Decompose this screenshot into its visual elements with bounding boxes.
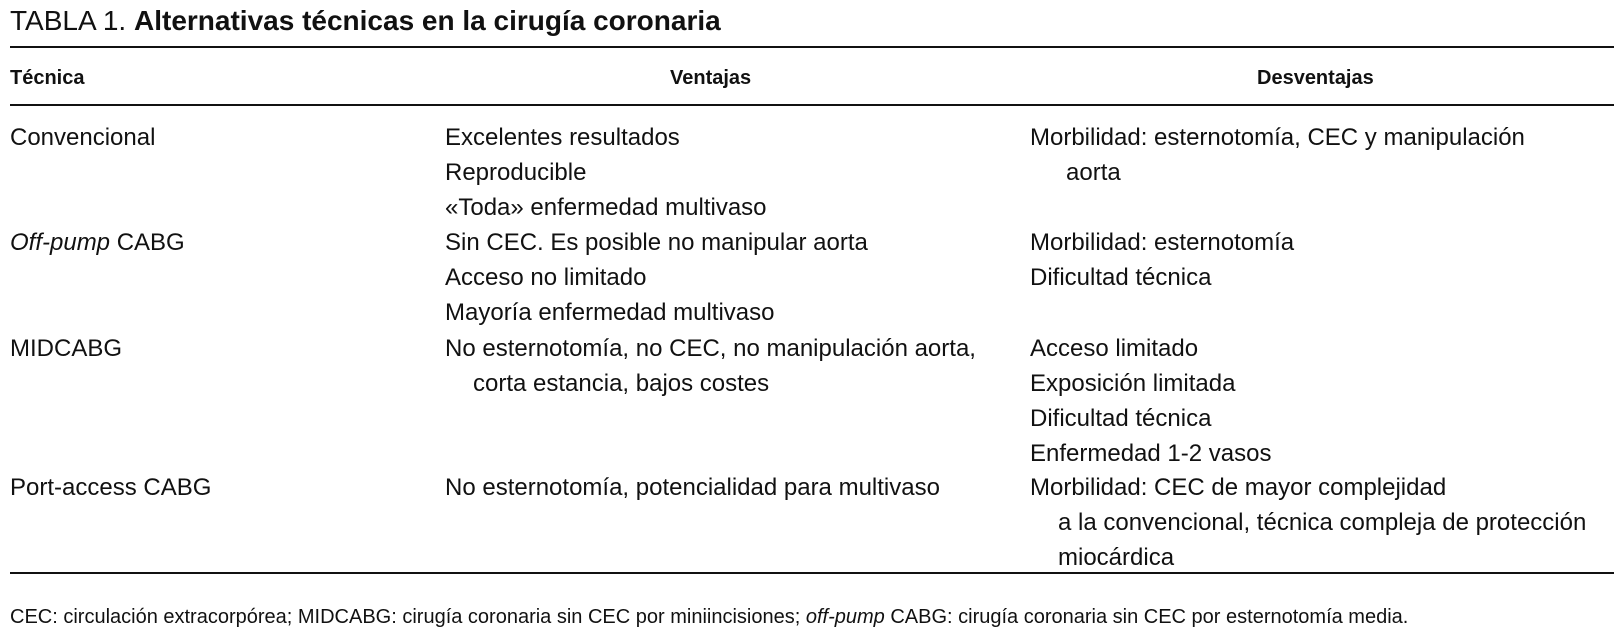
advantage-item: «Toda» enfermedad multivaso (445, 194, 767, 221)
advantage-item: Mayoría enfermedad multivaso (445, 299, 775, 326)
table-title (10, 4, 721, 38)
disadvantage-item: a la convencional, técnica compleja de protección (1058, 509, 1587, 536)
row-4-disadvantages (1030, 470, 1586, 575)
row-2-technique-italic: Off-pump (10, 229, 111, 256)
disadvantage-item: aorta (1066, 159, 1121, 186)
table-footnote (10, 605, 1408, 629)
disadvantage-item: Dificultad técnica (1030, 264, 1212, 291)
row-1-technique-text: Convencional (10, 124, 156, 151)
table-caption: Alternativas técnicas en la cirugía coronaria (134, 5, 721, 36)
header-advantages: Ventajas (670, 67, 752, 89)
disadvantage-item: miocárdica (1058, 544, 1175, 571)
row-3-technique (10, 331, 122, 366)
row-2-advantages (445, 225, 868, 330)
row-3-technique-text: MIDCABG (10, 335, 123, 362)
row-1-technique (10, 120, 155, 155)
header-technique: Técnica (10, 67, 85, 89)
footnote-part-1: CEC: circulación extracorpórea; MIDCABG: cirugía coronaria sin CEC por miniincisiones; (10, 606, 806, 628)
disadvantage-item: Exposición limitada (1030, 370, 1236, 397)
row-3-advantages (445, 331, 976, 401)
row-2-disadvantages (1030, 225, 1294, 295)
footnote-italic: off-pump (805, 606, 885, 628)
bottom-rule (10, 572, 1614, 574)
disadvantage-item: Morbilidad: CEC de mayor complejidad (1030, 474, 1447, 501)
table-label: TABLA 1. (10, 5, 127, 36)
header-disadvantages: Desventajas (1257, 67, 1374, 89)
disadvantage-item: Dificultad técnica (1030, 405, 1212, 432)
row-2-technique (10, 225, 185, 260)
disadvantage-item: Acceso limitado (1030, 335, 1199, 362)
advantage-item: Excelentes resultados (445, 124, 680, 151)
disadvantage-item: Morbilidad: esternotomía (1030, 229, 1295, 256)
row-3-disadvantages (1030, 331, 1271, 471)
advantage-item: corta estancia, bajos costes (473, 370, 770, 397)
footnote-part-2: CABG: cirugía coronaria sin CEC por esternotomía media. (884, 606, 1409, 628)
row-2-technique-text: CABG (110, 229, 185, 256)
row-4-advantages (445, 470, 940, 505)
row-1-disadvantages (1030, 120, 1525, 190)
disadvantage-item: Enfermedad 1-2 vasos (1030, 440, 1272, 467)
advantage-item: Reproducible (445, 159, 587, 186)
advantage-item: No esternotomía, potencialidad para multivaso (445, 474, 940, 501)
disadvantage-item: Morbilidad: esternotomía, CEC y manipulación (1030, 124, 1525, 151)
top-rule (10, 46, 1614, 48)
row-1-advantages (445, 120, 767, 225)
row-4-technique (10, 470, 211, 505)
advantage-item: No esternotomía, no CEC, no manipulación aorta, (445, 335, 976, 362)
advantage-item: Sin CEC. Es posible no manipular aorta (445, 229, 868, 256)
row-4-technique-text: Port-access CABG (10, 474, 212, 501)
advantage-item: Acceso no limitado (445, 264, 647, 291)
header-rule (10, 104, 1614, 106)
